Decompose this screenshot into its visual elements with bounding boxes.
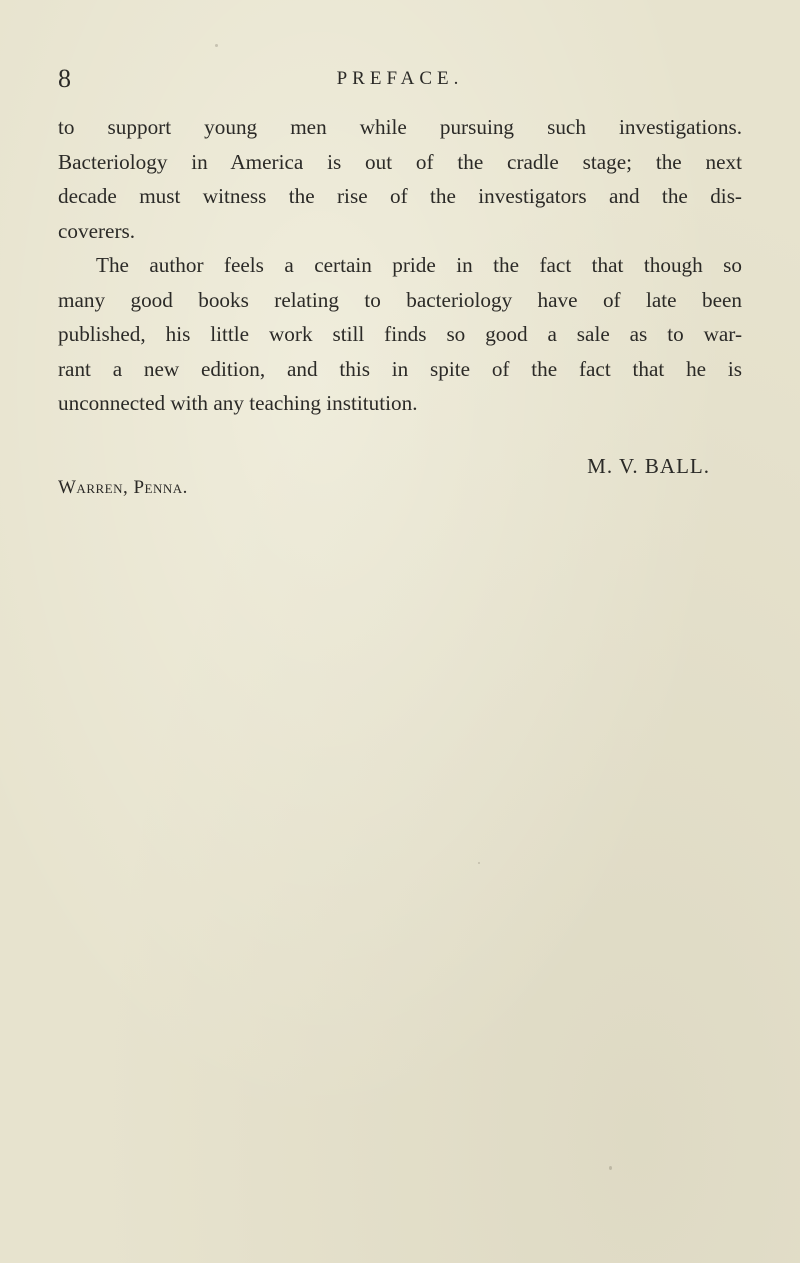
text-line: rant a new edition, and this in spite of the fact that he is — [58, 356, 742, 381]
author-signature: M. V. BALL. — [587, 454, 710, 478]
running-head: PREFACE. — [336, 68, 464, 89]
paper-speck — [609, 1166, 612, 1170]
text-line: Bacteriology in America is out of the cradle stage; the next — [58, 149, 742, 174]
text-line: unconnected with any teaching institution. — [58, 391, 418, 415]
text-line: to support young men while pursuing such investigations. — [58, 115, 742, 139]
text-line: many good books relating to bacteriology have of late been — [58, 287, 742, 312]
place-line — [58, 476, 188, 500]
place-text: Warren, Penna. — [58, 477, 188, 498]
text-line: coverers. — [58, 218, 136, 243]
preface-text — [58, 110, 742, 421]
text-line: The author feels a certain pride in the fact that though so — [96, 253, 742, 277]
text-line: decade must witness the rise of the investigators and the dis- — [58, 184, 742, 208]
page-header — [58, 64, 742, 94]
page-number: 8 — [58, 64, 71, 93]
paper-speck — [478, 862, 480, 864]
text-line: published, his little work still finds so good a sale as to war- — [58, 322, 742, 346]
paper-speck — [215, 44, 218, 47]
